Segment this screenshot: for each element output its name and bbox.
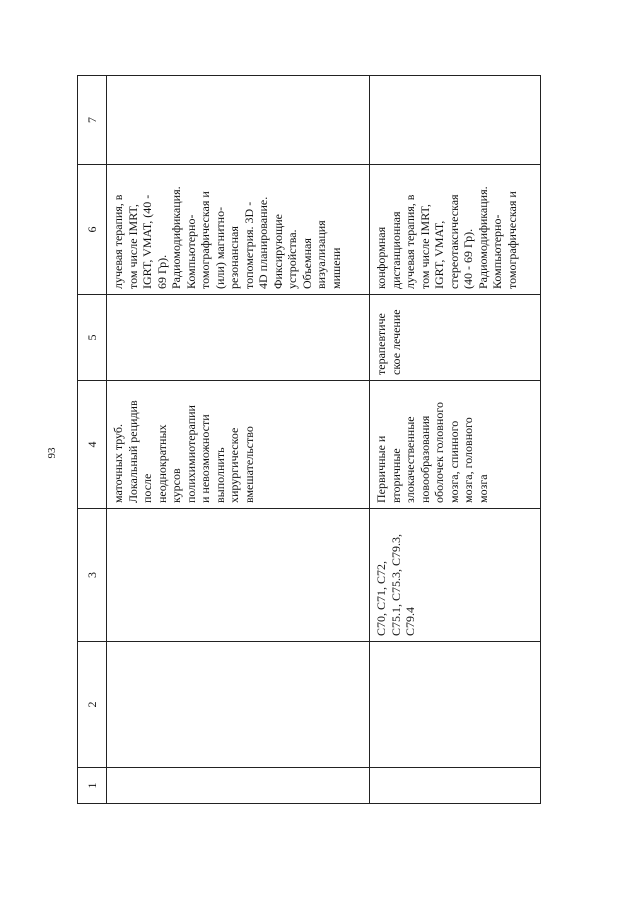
column-header: 7 xyxy=(78,76,107,165)
table-cell: конформная дистанционная лучевая терапия, в том числе IMRT, IGRT, VMAT, стереотаксическая (40 - 69 Гр). Радиомодификация. Компьютерно- томографическая и xyxy=(370,165,541,295)
table-cell xyxy=(107,509,370,642)
table-cell xyxy=(370,76,541,165)
column-header: 5 xyxy=(78,295,107,381)
table-cell: маточных труб. Локальный рецидив после неоднократных курсов полихимиотерапии и невозможности выполнить хирургическое вмешательство xyxy=(107,381,370,509)
table-cell xyxy=(107,642,370,768)
table-row xyxy=(107,76,370,804)
table-cell xyxy=(107,76,370,165)
table-cell xyxy=(370,642,541,768)
table-cell: терапевтиче ское лечение xyxy=(370,295,541,381)
rotated-page-content xyxy=(77,76,539,804)
table-row xyxy=(370,76,541,804)
table-cell: лучевая терапия, в том числе IMRT, IGRT, VMAT, (40 - 69 Гр). Радиомодификация. Компьютерно- томографическая и (или) магнитно- резонансная топометрия. 3D - 4D планирование. Фиксирующие устройства. Объемная визуализация мишени xyxy=(107,165,370,295)
table-cell: C70, C71, C72, C75.1, C75.3, C79.3, C79.4 xyxy=(370,509,541,642)
column-header: 1 xyxy=(78,768,107,804)
column-header: 4 xyxy=(78,381,107,509)
table-cell xyxy=(107,295,370,381)
table-cell: Первичные и вторичные злокачественные новообразования оболочек головного мозга, спинного мозга, головного мозга xyxy=(370,381,541,509)
column-header: 2 xyxy=(78,642,107,768)
table-cell xyxy=(370,768,541,804)
treatment-table xyxy=(77,75,541,804)
column-header: 3 xyxy=(78,509,107,642)
header-row xyxy=(78,76,107,804)
page-number: 93 xyxy=(46,447,58,459)
table-cell xyxy=(107,768,370,804)
column-header: 6 xyxy=(78,165,107,295)
